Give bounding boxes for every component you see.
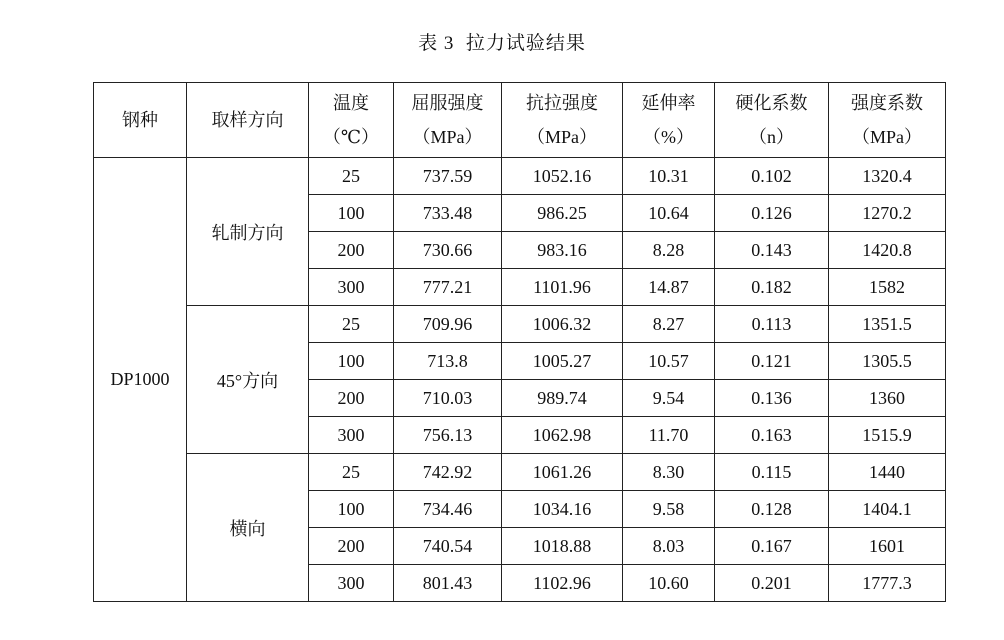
strength-coefficient-cell: 1440 [829,454,946,491]
temperature-cell: 300 [309,565,394,602]
strength-coefficient-cell: 1360 [829,380,946,417]
tensile-strength-cell: 1061.26 [502,454,623,491]
elongation-cell: 14.87 [623,269,715,306]
elongation-cell: 9.54 [623,380,715,417]
elongation-cell: 10.60 [623,565,715,602]
caption-spacer [454,33,466,54]
tensile-strength-cell: 1062.98 [502,417,623,454]
yield-strength-cell: 740.54 [394,528,502,565]
hardening-exponent-cell: 0.113 [715,306,829,343]
yield-strength-cell: 713.8 [394,343,502,380]
table-number: 表 3 [418,33,455,54]
strength-coefficient-cell: 1404.1 [829,491,946,528]
tensile-results-table [93,82,946,602]
elongation-cell: 10.64 [623,195,715,232]
hardening-exponent-cell: 0.201 [715,565,829,602]
elongation-cell: 10.57 [623,343,715,380]
elongation-cell: 8.27 [623,306,715,343]
header-temperature: 温度 （℃） [309,83,394,158]
yield-strength-cell: 737.59 [394,158,502,195]
hardening-exponent-cell: 0.136 [715,380,829,417]
yield-strength-cell: 742.92 [394,454,502,491]
hardening-exponent-cell: 0.143 [715,232,829,269]
strength-coefficient-cell: 1351.5 [829,306,946,343]
temperature-cell: 25 [309,306,394,343]
hardening-exponent-cell: 0.102 [715,158,829,195]
yield-strength-cell: 730.66 [394,232,502,269]
temperature-cell: 200 [309,528,394,565]
tensile-strength-cell: 1006.32 [502,306,623,343]
tensile-strength-cell: 983.16 [502,232,623,269]
tensile-strength-cell: 1034.16 [502,491,623,528]
steel-grade-cell: DP1000 [94,158,187,602]
tensile-strength-cell: 1101.96 [502,269,623,306]
temperature-cell: 300 [309,417,394,454]
temperature-cell: 25 [309,158,394,195]
header-strength-coefficient: 强度系数 （MPa） [829,83,946,158]
yield-strength-cell: 733.48 [394,195,502,232]
yield-strength-cell: 710.03 [394,380,502,417]
hardening-exponent-cell: 0.121 [715,343,829,380]
strength-coefficient-cell: 1777.3 [829,565,946,602]
yield-strength-cell: 756.13 [394,417,502,454]
header-elongation: 延伸率 （%） [623,83,715,158]
header-sampling-direction: 取样方向 [187,83,309,158]
header-tensile-strength: 抗拉强度 （MPa） [502,83,623,158]
strength-coefficient-cell: 1320.4 [829,158,946,195]
strength-coefficient-cell: 1582 [829,269,946,306]
yield-strength-cell: 801.43 [394,565,502,602]
tensile-strength-cell: 986.25 [502,195,623,232]
table-title: 拉力试验结果 [465,33,586,54]
hardening-exponent-cell: 0.126 [715,195,829,232]
temperature-cell: 200 [309,232,394,269]
hardening-exponent-cell: 0.182 [715,269,829,306]
table-row [94,454,946,491]
temperature-cell: 25 [309,454,394,491]
hardening-exponent-cell: 0.163 [715,417,829,454]
temperature-cell: 300 [309,269,394,306]
yield-strength-cell: 734.46 [394,491,502,528]
strength-coefficient-cell: 1420.8 [829,232,946,269]
temperature-cell: 200 [309,380,394,417]
table-row [94,306,946,343]
hardening-exponent-cell: 0.128 [715,491,829,528]
header-steel-grade: 钢种 [94,83,187,158]
header-hardening-exponent: 硬化系数 （n） [715,83,829,158]
yield-strength-cell: 709.96 [394,306,502,343]
table-body [94,158,946,602]
strength-coefficient-cell: 1515.9 [829,417,946,454]
tensile-strength-cell: 1052.16 [502,158,623,195]
table-caption [0,28,1004,55]
strength-coefficient-cell: 1305.5 [829,343,946,380]
sampling-direction-cell: 横向 [187,454,309,602]
yield-strength-cell: 777.21 [394,269,502,306]
elongation-cell: 11.70 [623,417,715,454]
elongation-cell: 8.03 [623,528,715,565]
temperature-cell: 100 [309,343,394,380]
temperature-cell: 100 [309,195,394,232]
hardening-exponent-cell: 0.167 [715,528,829,565]
strength-coefficient-cell: 1270.2 [829,195,946,232]
strength-coefficient-cell: 1601 [829,528,946,565]
header-row [94,83,946,158]
table-row [94,158,946,195]
sampling-direction-cell: 45°方向 [187,306,309,454]
tensile-strength-cell: 1018.88 [502,528,623,565]
tensile-strength-cell: 1102.96 [502,565,623,602]
elongation-cell: 9.58 [623,491,715,528]
sampling-direction-cell: 轧制方向 [187,158,309,306]
elongation-cell: 8.30 [623,454,715,491]
elongation-cell: 10.31 [623,158,715,195]
elongation-cell: 8.28 [623,232,715,269]
tensile-strength-cell: 1005.27 [502,343,623,380]
header-yield-strength: 屈服强度 （MPa） [394,83,502,158]
temperature-cell: 100 [309,491,394,528]
hardening-exponent-cell: 0.115 [715,454,829,491]
tensile-strength-cell: 989.74 [502,380,623,417]
